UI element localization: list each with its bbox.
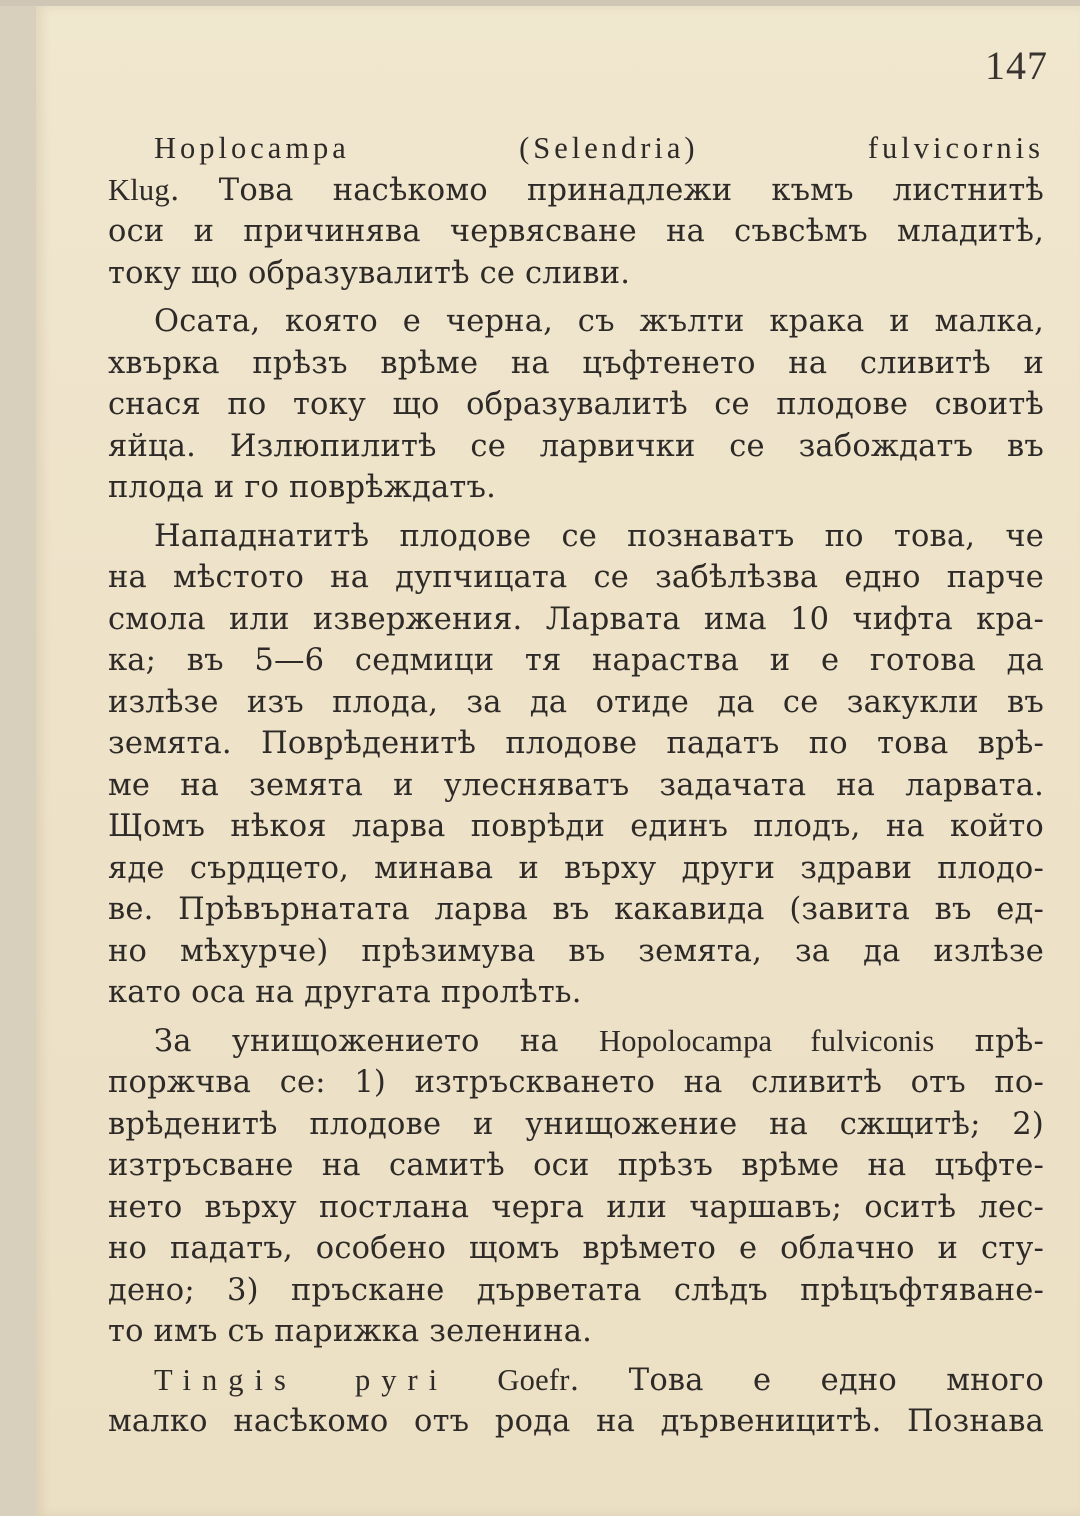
- text-line: [108, 765, 1044, 807]
- text-segment: на мѣстото на дупчицата се забѣлѣзва едно парче: [108, 560, 1044, 595]
- text-segment: като оса на другата пролѣть.: [108, 975, 582, 1010]
- text-line: [108, 889, 1044, 931]
- text-line: [108, 426, 1044, 468]
- text-line: [108, 723, 1044, 765]
- text-line: [108, 1270, 1044, 1312]
- paragraph: [108, 128, 1044, 294]
- text-line: [108, 557, 1044, 599]
- text-line: [108, 343, 1044, 385]
- text-segment: нето върху постлана черга или чаршавъ; оситѣ лес-: [108, 1189, 1044, 1225]
- text-segment: поржчва се: 1) изтръскването на сливитѣ отъ по-: [108, 1065, 1044, 1100]
- text-segment: земята. Поврѣденитѣ плодове падатъ по това врѣ-: [108, 726, 1044, 761]
- text-segment: . Това е едно много: [569, 1362, 1044, 1398]
- text-line: [108, 1104, 1044, 1146]
- text-line: [108, 972, 1044, 1014]
- text-line: [108, 1360, 1044, 1402]
- text-segment: плода и го поврѣждатъ.: [108, 470, 496, 505]
- text-segment: . Това насѣкомо принадлежи къмъ листнитѣ: [169, 172, 1044, 208]
- text-segment: оси и причинява червясване на съвсѣмъ младитѣ,: [108, 214, 1044, 249]
- text-segment: но мѣхурче) прѣзимува въ земята, за да излѣзе: [108, 933, 1044, 969]
- text-segment: смола или извержения. Ларвата има 10 чифта кра-: [108, 601, 1044, 637]
- text-segment: дено; 3) пръскане дърветата слѣдъ прѣцъфтяване-: [108, 1272, 1044, 1308]
- text-segment: хвърка прѣзъ врѣме на цъфтенето на сливитѣ и: [108, 345, 1044, 381]
- text-segment: прѣ-: [934, 1023, 1044, 1059]
- text-segment: За унищожението на: [154, 1023, 599, 1059]
- text-line: [108, 1228, 1044, 1270]
- text-line: [108, 384, 1044, 426]
- text-segment: Нападнатитѣ плодове се познаватъ по това, че: [154, 518, 1044, 554]
- text-segment: изтръсване на самитѣ оси прѣзъ врѣме на цъфте-: [108, 1148, 1044, 1183]
- latin-name: Tingis pyri: [154, 1362, 449, 1397]
- text-line: [108, 931, 1044, 973]
- text-line: [108, 1401, 1044, 1443]
- latin-name: Klug: [108, 172, 170, 207]
- text-line: [108, 467, 1044, 509]
- text-line: [108, 640, 1044, 682]
- latin-name: Goefr: [497, 1362, 570, 1397]
- paragraph: [108, 1360, 1044, 1443]
- text-segment: ка; въ 5—6 седмици тя нараства и е готова да: [108, 643, 1044, 678]
- text-line: [108, 170, 1044, 212]
- text-segment: малко насѣкомо отъ рода на дървеницитѣ. Познава: [108, 1404, 1044, 1439]
- text-line: [108, 1145, 1044, 1187]
- text-segment: то имъ съ парижка зеленина.: [108, 1314, 593, 1349]
- text-segment: ве. Прѣвърнатата ларва въ какавида (завита въ ед-: [108, 892, 1044, 927]
- text-segment: Осата, която е черна, съ жълти крака и малка,: [154, 304, 1044, 339]
- text-line: [108, 1187, 1044, 1229]
- text-segment: снася по току що образувалитѣ се плодове своитѣ: [108, 387, 1044, 422]
- page-body-text: [108, 128, 1044, 1450]
- text-segment: излѣзе изъ плода, за да отиде да се закукли въ: [108, 684, 1044, 720]
- latin-name: Hopolocampa fulviconis: [598, 1023, 935, 1058]
- text-line: [108, 301, 1044, 343]
- text-line: [108, 599, 1044, 641]
- paragraph: [108, 516, 1044, 1014]
- paragraph: [108, 1021, 1044, 1353]
- text-segment: [448, 1363, 497, 1398]
- text-line: [108, 516, 1044, 558]
- text-line: [108, 211, 1044, 253]
- page-number: 147: [985, 43, 1048, 88]
- text-segment: яйца. Излюпилитѣ се ларвички се забождатъ въ: [108, 428, 1044, 464]
- text-line: [108, 1021, 1044, 1063]
- text-segment: но падатъ, особено щомъ врѣмето е облачно и сту-: [108, 1231, 1044, 1266]
- text-line: [108, 806, 1044, 848]
- text-segment: току що образувалитѣ се сливи.: [108, 255, 631, 291]
- latin-name: Hoplocampa (Selendria) fulvicornis: [154, 131, 1044, 165]
- text-segment: ме на земята и улесняватъ задачата на ларвата.: [108, 767, 1044, 803]
- text-segment: врѣденитѣ плодове и унищожение на сжщитѣ; 2): [108, 1106, 1044, 1142]
- text-segment: Щомъ нѣкоя ларва поврѣди единъ плодъ, на който: [108, 809, 1044, 844]
- text-line: [108, 128, 1044, 170]
- text-segment: яде сърдцето, минава и върху други здрави плодо-: [108, 850, 1044, 886]
- text-line: [108, 1311, 1044, 1353]
- text-line: [108, 1062, 1044, 1104]
- text-line: [108, 848, 1044, 890]
- text-line: [108, 253, 1044, 295]
- paragraph: [108, 301, 1044, 509]
- text-line: [108, 682, 1044, 724]
